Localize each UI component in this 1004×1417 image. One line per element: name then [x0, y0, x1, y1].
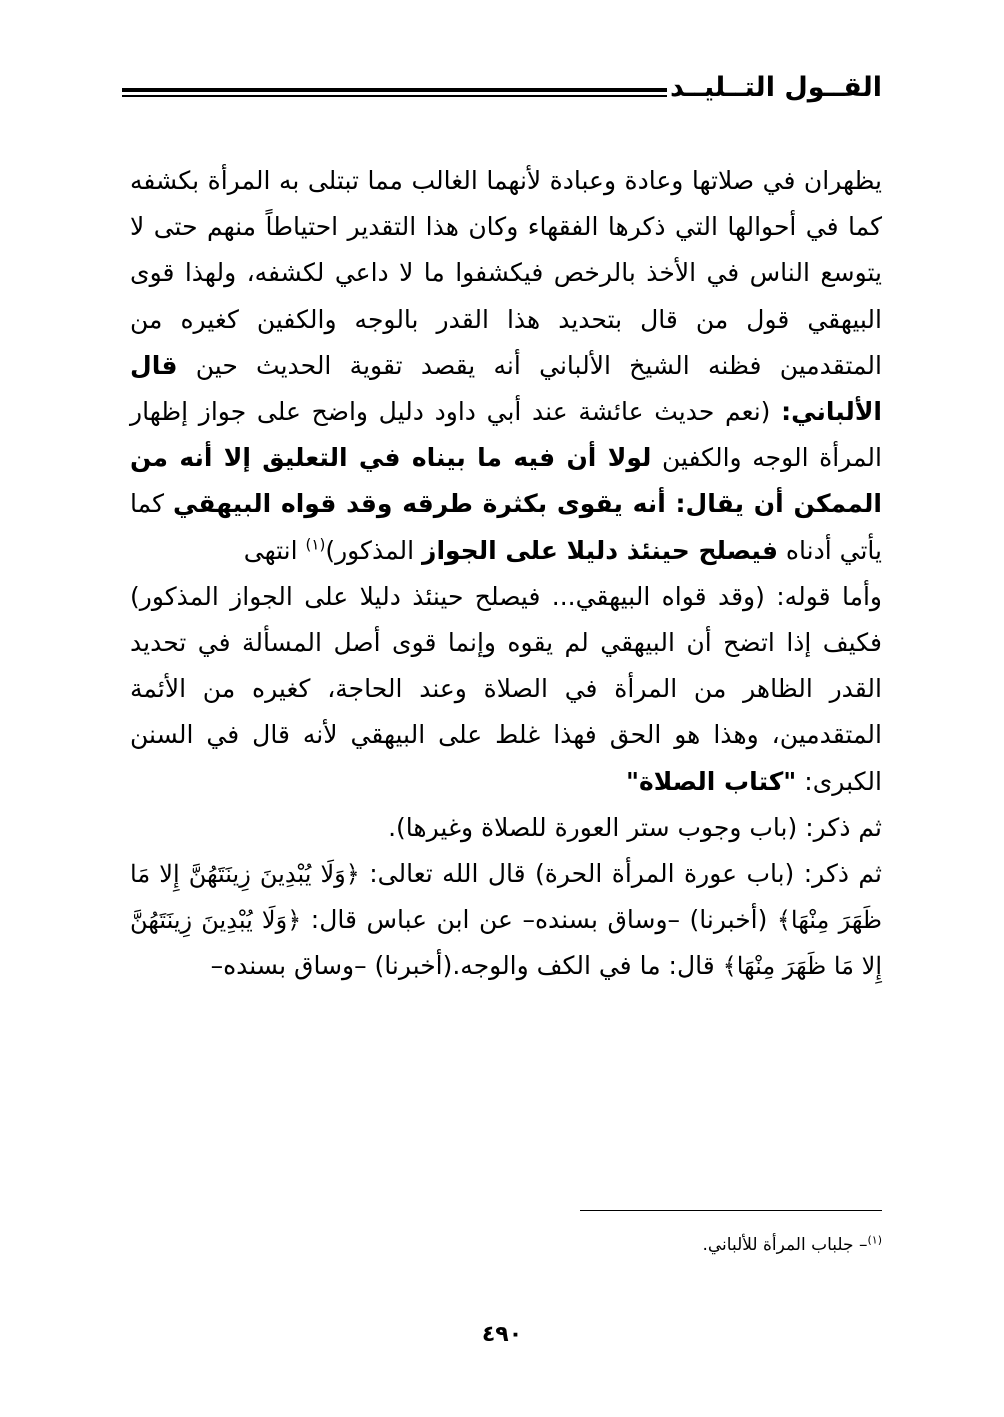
paragraph-1 [130, 158, 882, 574]
paragraph-text: قال: ما في الكف والوجه.(أخبرنا) –وساق بسنده– [210, 951, 723, 981]
header-rule-thin [122, 95, 667, 97]
bold-phrase: "كتاب الصلاة" [626, 766, 797, 796]
paragraph-text: (نعم حديث عائشة عند أبي داود دليل واضح على جواز إظهار المرأة الوجه والكفين [130, 397, 882, 473]
quran-verse: ﴿وَلَا يُبْدِينَ زِينَتَهُنَّ إِلا مَا ظَهَرَ مِنْهَا﴾ [130, 906, 882, 981]
page-number: ٤٩٠ [481, 1322, 523, 1347]
bold-phrase: قال الألباني: [130, 350, 882, 427]
book-title: القــول التــليــد [669, 72, 882, 103]
bold-phrase: لولا أن فيه ما بيناه في التعليق إلا أنه من الممكن أن يقال: أنه يقوى بكثرة طرقه وقد قواه البيهقي [130, 443, 883, 519]
paragraph-text: ثم ذكر: (باب وجوب ستر العورة للصلاة وغيرها). [388, 812, 882, 842]
footnote-marker: (١) [867, 1233, 882, 1247]
page-header [122, 68, 882, 108]
footnote-text: – جلباب المرأة للألباني. [702, 1235, 868, 1255]
bold-phrase: فيصلح حينئذ دليلا على الجواز [422, 535, 778, 565]
footnote [130, 1232, 882, 1258]
paragraph-4 [130, 851, 882, 990]
footnote-separator [580, 1210, 882, 1211]
paragraph-3 [130, 805, 882, 851]
header-double-rule [122, 88, 667, 97]
paragraph-text: يظهران في صلاتها وعادة وعبادة لأنهما الغالب مما تبتلى به المرأة بكشفه كما في أحوالها التي ذكرها الفقهاء وكان هذا التقدير احتياطاً منهم حتى لا يتوسع الناس في الأخذ بالرخص فيكشفوا ما لا داعي لكشفه، ولهذا قوى البيهقي قول من قال بتحديد هذا القدر بالوجه والكفين كغيره من المتقدمين فظنه الشيخ الألباني أنه يقصد تقوية الحديث حين [130, 166, 882, 380]
paragraph-text: (أخبرنا) –وساق بسنده– عن ابن عباس قال: [301, 905, 777, 935]
paragraph-2 [130, 574, 882, 805]
main-text [130, 158, 882, 990]
paragraph-text: انتهى [243, 535, 306, 565]
quran-verse: ﴿وَلَا يُبْدِينَ زِينَتَهُنَّ إِلا مَا ظَهَرَ مِنْهَا﴾ [130, 860, 882, 935]
paragraph-text: وأما قوله: (وقد قواه البيهقي... فيصلح حينئذ دليلا على الجواز المذكور) فكيف إذا اتضح أن البيهقي لم يقوه وإنما قوى أصل المسألة في تحديد القدر الظاهر من المرأة في الصلاة وعند الحاجة، كغيره من الأئمة المتقدمين، وهذا هو الحق فهذا غلط على البيهقي لأنه قال في السنن الكبرى: [130, 581, 882, 796]
paragraph-text: المذكور) [325, 535, 423, 565]
footnote-reference[interactable]: (١) [305, 535, 326, 554]
paragraph-text: كما يأتي أدناه [130, 489, 882, 565]
paragraph-text: ثم ذكر: (باب عورة المرأة الحرة) قال الله تعالى: [359, 859, 882, 889]
header-rule-thick [122, 88, 667, 92]
